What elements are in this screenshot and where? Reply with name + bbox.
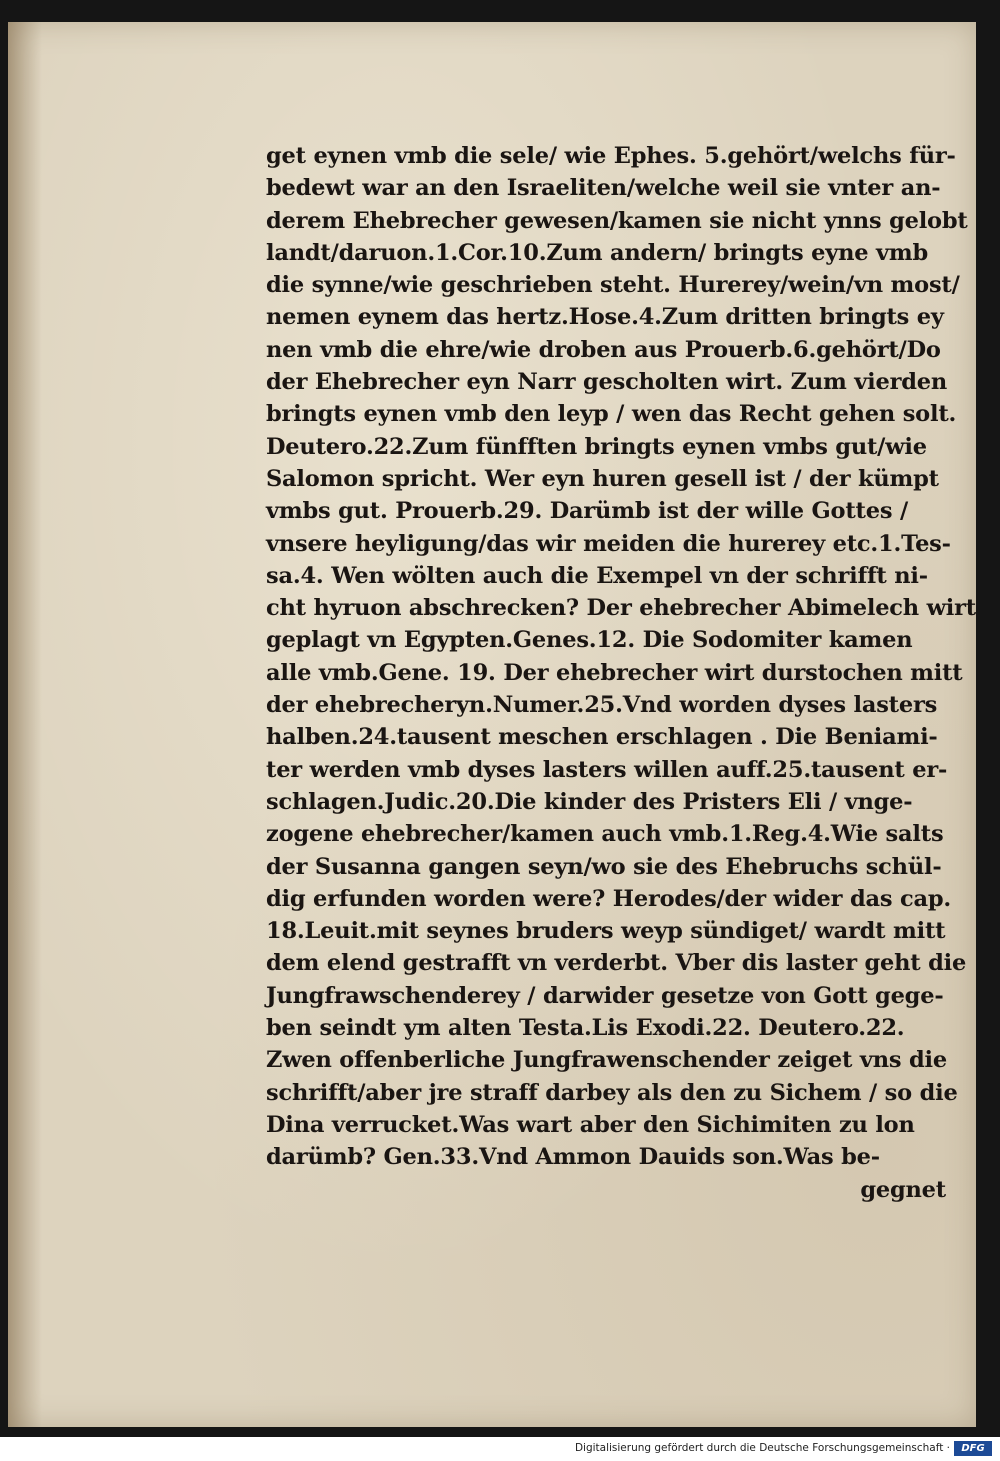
text-line: halben.24.tausent meschen erschlagen . Die Beniami- <box>266 724 938 751</box>
text-line: geplagt vn Egypten.Genes.12. Die Sodomiter kamen <box>266 627 913 654</box>
dfg-logo: DFG <box>954 1441 992 1456</box>
text-line: ter werden vmb dyses lasters willen auff.25.tausent er- <box>266 756 948 783</box>
text-line: zogene ehebrecher/kamen auch vmb.1.Reg.4.Wie salts <box>266 821 944 848</box>
text-line: schrifft/aber jre straff darbey als den zu Sichem / so die <box>266 1079 958 1106</box>
text-line: der Susanna gangen seyn/wo sie des Ehebruchs schül- <box>266 853 942 880</box>
text-line: der Ehebrecher eyn Narr gescholten wirt. Zum vierden <box>266 369 948 396</box>
text-line: 18.Leuit.mit seynes bruders weyp sündiget/ wardt mitt <box>266 918 946 945</box>
text-line: sa.4. Wen wölten auch die Exempel vn der schrifft ni- <box>266 562 928 589</box>
catchword: gegnet <box>860 1176 946 1203</box>
footer-credit-bar <box>0 1437 1000 1461</box>
text-line: darümb? Gen.33.Vnd Ammon Dauids son.Was be- <box>266 1144 880 1171</box>
text-line: derem Ehebrecher gewesen/kamen sie nicht ynns gelobt <box>266 207 968 234</box>
page-gutter-shadow <box>8 22 42 1427</box>
text-line: vmbs gut. Prouerb.29. Darümb ist der wille Gottes / <box>266 498 908 525</box>
text-line: die synne/wie geschrieben steht. Hurerey/wein/vn most/ <box>266 272 960 299</box>
text-line: cht hyruon abschrecken? Der ehebrecher Abimelech wirt <box>266 595 976 622</box>
text-line: Dina verrucket.Was wart aber den Sichimiten zu lon <box>266 1111 915 1138</box>
text-line: Deutero.22.Zum fünfften bringts eynen vmbs gut/wie <box>266 433 927 460</box>
text-line: Jungfrawschenderey / darwider gesetze von Gott gege- <box>266 982 944 1009</box>
funding-credit: Digitalisierung gefördert durch die Deutsche Forschungsgemeinschaft · <box>574 1442 950 1454</box>
text-line: bringts eynen vmb den leyp / wen das Recht gehen solt. <box>266 401 957 428</box>
text-line: nemen eynem das hertz.Hose.4.Zum dritten bringts ey <box>266 304 944 331</box>
text-line: dem elend gestrafft vn verderbt. Vber dis laster geht die <box>266 950 967 977</box>
text-line: der ehebrecheryn.Numer.25.Vnd worden dyses lasters <box>266 692 938 719</box>
text-line: dig erfunden worden were? Herodes/der wider das cap. <box>266 885 952 912</box>
text-line: vnsere heyligung/das wir meiden die hurerey etc.1.Tes- <box>266 530 951 557</box>
text-line: nen vmb die ehre/wie droben aus Prouerb.6.gehört/Do <box>266 336 941 363</box>
text-line: ben seindt ym alten Testa.Lis Exodi.22. Deutero.22. <box>266 1015 905 1042</box>
text-line: landt/daruon.1.Cor.10.Zum andern/ bringts eyne vmb <box>266 239 929 266</box>
text-line: alle vmb.Gene. 19. Der ehebrecher wirt durstochen mitt <box>266 659 963 686</box>
text-line: bedewt war an den Israeliten/welche weil sie vnter an- <box>266 175 941 202</box>
text-line: schlagen.Judic.20.Die kinder des Pristers Eli / vnge- <box>266 788 913 815</box>
text-line: Zwen offenberliche Jungfrawenschender zeiget vns die <box>266 1047 947 1074</box>
text-line: Salomon spricht. Wer eyn huren gesell ist / der kümpt <box>266 465 939 492</box>
book-page <box>8 22 976 1427</box>
text-line: get eynen vmb die sele/ wie Ephes. 5.gehört/welchs für- <box>266 143 956 169</box>
page-text-block <box>266 140 976 1206</box>
